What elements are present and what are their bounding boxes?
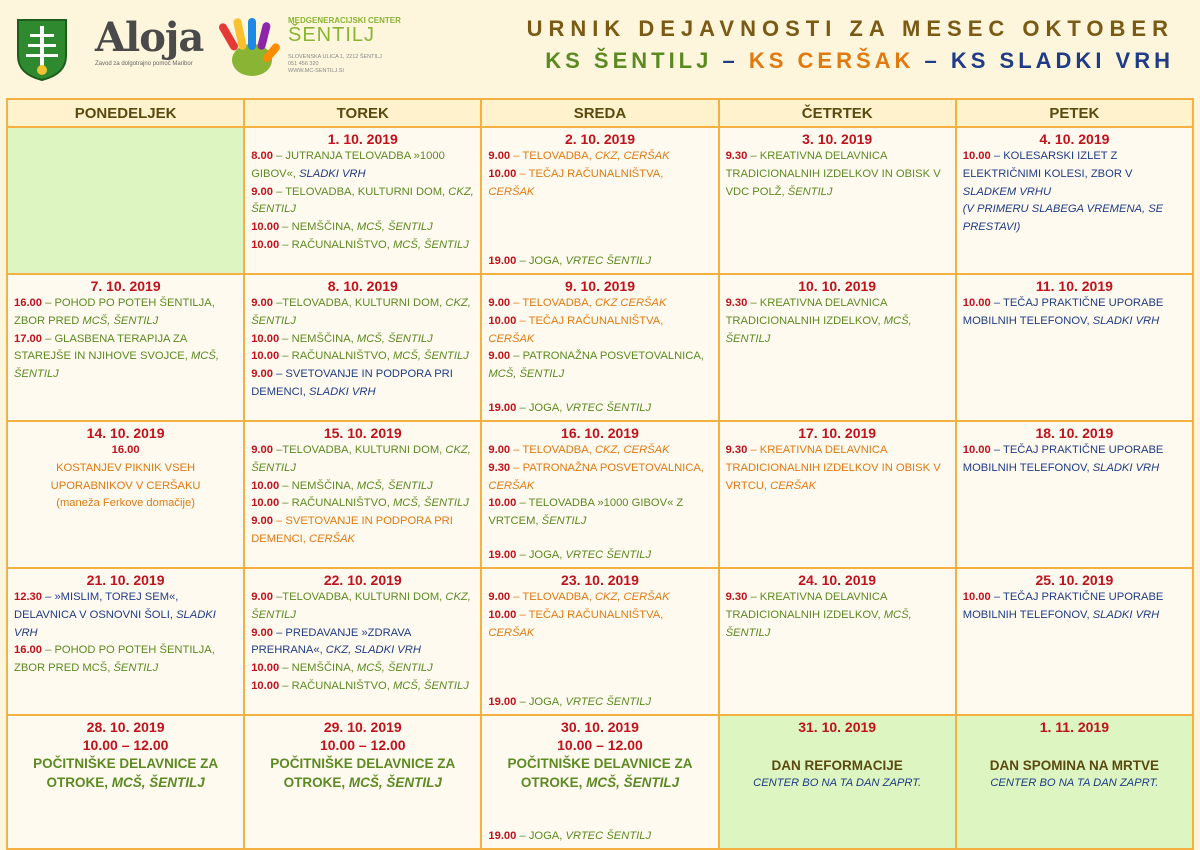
event (251, 366, 474, 402)
coat-of-arms-icon (16, 18, 68, 82)
event-time: 10.00 (251, 332, 280, 345)
event-text: – TEČAJ PRAKTIČNE UPORABE MOBILNIH TELEFONOV, (962, 591, 1164, 621)
aloja-logo (95, 16, 205, 78)
event-time: 9.00 (488, 591, 511, 603)
day-header: PONEDELJEK (7, 99, 244, 127)
event-time: 16.00 (111, 444, 140, 456)
event-text: – TEČAJ RAČUNALNIŠTVA, (516, 167, 664, 180)
event (726, 442, 949, 495)
event-time: 10.00 (251, 497, 280, 510)
event-note: (V PRIMERU SLABEGA VREMENA, SE PRESTAVI) (962, 203, 1164, 234)
event (14, 295, 237, 331)
event-location: VRTEC ŠENTILJ (565, 402, 652, 415)
event (488, 442, 711, 460)
event-location: CERŠAK (309, 532, 356, 545)
event-text: – PATRONAŽNA POSVETOVALNICA, (510, 350, 704, 363)
event-time: 9.00 (488, 297, 511, 309)
event (488, 607, 711, 643)
day-date: 24. 10. 2019 (798, 572, 877, 588)
day-date: 31. 10. 2019 (798, 719, 877, 735)
day-cell (7, 715, 244, 849)
event-text: – TELOVADBA, (510, 150, 595, 162)
event-time: 16.00 (14, 644, 42, 657)
day-date: 2. 10. 2019 (564, 131, 635, 147)
event (251, 513, 474, 549)
page-subtitle (545, 48, 1174, 74)
event-text: – POHOD PO POTEH ŠENTILJA, ZBOR PRED (14, 297, 215, 327)
day-header: ČETRTEK (719, 99, 956, 127)
hand-print-icon (216, 16, 282, 82)
subtitle-separator: – (914, 48, 951, 73)
event (488, 166, 711, 202)
day-cell (481, 421, 718, 568)
week-row (7, 127, 1193, 274)
event (251, 754, 474, 792)
event-location: MCŠ, ŠENTILJ (356, 662, 433, 675)
day-date: 4. 10. 2019 (1039, 131, 1110, 147)
event-text: – SVETOVANJE IN PODPORA PRI DEMENCI, (251, 515, 453, 545)
subtitle-ks-sladki-vrh: KS SLADKI VRH (950, 48, 1174, 73)
event-time: 19.00 (488, 402, 517, 415)
event-text: POČITNIŠKE DELAVNICE ZA OTROKE, (270, 756, 456, 790)
event (963, 148, 1186, 201)
event-time: 9.00 (488, 444, 511, 456)
event-text: – GLASBENA TERAPIJA ZA STAREJŠE IN NJIHOVE SVOJCE, (14, 332, 191, 363)
day-cell (244, 568, 481, 715)
day-cell (244, 421, 481, 568)
day-cell (244, 127, 481, 274)
event-text: –TELOVADBA, KULTURNI DOM, (272, 591, 446, 603)
event-text: – NEMŠČINA, (279, 479, 357, 492)
event-time: 9.00 (251, 368, 273, 381)
center-logo (216, 14, 401, 86)
event-text: – JUTRANJA TELOVADBA »1000 GIBOV«, (251, 150, 445, 180)
day-cell (956, 568, 1193, 715)
event-time: 10.00 (962, 297, 991, 309)
event-location: MCŠ, ŠENTILJ (725, 314, 912, 345)
event-time: 9.00 (488, 150, 511, 162)
event-text: – JOGA, (516, 696, 566, 709)
event-location: CERŠAK (488, 479, 535, 492)
holiday-cell (719, 715, 956, 849)
event-time: 12.30 (14, 591, 42, 603)
aloja-logo-subtitle: Zavod za dolgotrajno pomoč Maribor (95, 61, 193, 67)
event-location: MCŠ, ŠENTILJ (82, 314, 159, 327)
event-time: 10.00 (251, 221, 280, 234)
event-text: – JOGA, (516, 255, 566, 268)
event-text: – JOGA, (516, 402, 566, 415)
event (488, 547, 651, 565)
schedule-table (6, 98, 1194, 850)
event (963, 589, 1186, 625)
event-location: MCŠ, ŠENTILJ (356, 332, 433, 345)
day-date: 1. 11. 2019 (1039, 719, 1110, 735)
spacer (963, 736, 1186, 756)
event-location: ŠENTILJ (787, 185, 833, 198)
event-time: 9.00 (251, 297, 273, 309)
event (488, 694, 651, 712)
event-time: 9.00 (251, 444, 273, 456)
event-time: 9.30 (725, 444, 748, 456)
day-date: 14. 10. 2019 (86, 425, 165, 441)
event (251, 678, 474, 696)
event-location: ŠENTILJ (541, 515, 587, 528)
event (488, 754, 711, 792)
event-location: CKZ, CERŠAK (594, 444, 670, 456)
event-text: – SVETOVANJE IN PODPORA PRI DEMENCI, (251, 368, 453, 398)
event-time: 10.00 – 12.00 (319, 737, 406, 753)
event-location: SLADKI VRH (1092, 608, 1160, 621)
event-text: – RAČUNALNIŠTVO, (279, 350, 393, 363)
day-cell (244, 715, 481, 849)
aloja-logo-word: Aloja (95, 14, 204, 61)
event (251, 219, 474, 237)
event (14, 589, 237, 642)
event-location: CERŠAK (488, 332, 535, 345)
event-time: 9.00 (251, 515, 273, 528)
week-row (7, 715, 1193, 849)
event-location: VRTEC ŠENTILJ (565, 830, 652, 843)
day-date: 15. 10. 2019 (323, 425, 402, 441)
event-location: CERŠAK (770, 479, 817, 492)
day-header: PETEK (956, 99, 1193, 127)
day-header: TOREK (244, 99, 481, 127)
event-time: 10.00 (251, 662, 280, 675)
event-time: 19.00 (488, 830, 517, 843)
event-time: 10.00 – 12.00 (82, 737, 169, 753)
event-text: – JOGA, (516, 830, 566, 843)
event-time: 10.00 (488, 167, 517, 180)
event-time: 19.00 (488, 255, 517, 268)
day-cell (719, 421, 956, 568)
event-text: – TEČAJ PRAKTIČNE UPORABE MOBILNIH TELEFONOV, (962, 444, 1164, 474)
day-date: 1. 10. 2019 (327, 131, 398, 147)
event-location: CKZ CERŠAK (594, 297, 667, 309)
spacer (726, 736, 949, 756)
page-header (0, 0, 1200, 96)
event (14, 754, 237, 792)
event (488, 495, 711, 531)
holiday-cell (956, 715, 1193, 849)
event (488, 589, 711, 607)
event (251, 495, 474, 513)
event-time: 9.00 (251, 626, 273, 639)
day-header: SREDA (481, 99, 718, 127)
event-time: 9.30 (488, 461, 511, 474)
event-time: 10.00 (962, 591, 991, 603)
event-location: SLADKI VRH (1092, 314, 1160, 327)
event (251, 442, 474, 478)
event-text: – RAČUNALNIŠTVO, (279, 238, 393, 251)
subtitle-separator: – (712, 48, 749, 73)
day-date: 11. 10. 2019 (1035, 278, 1113, 294)
day-cell (481, 568, 718, 715)
event (963, 442, 1186, 478)
week-row (7, 274, 1193, 421)
event (14, 331, 237, 384)
event-text: – TELOVADBA »1000 GIBOV« Z VRTCEM, (488, 497, 684, 528)
event-time: 10.00 (962, 150, 991, 162)
day-date: 9. 10. 2019 (564, 278, 635, 294)
event (963, 295, 1186, 331)
day-date: 16. 10. 2019 (561, 425, 639, 441)
event-text: – PREDAVANJE »ZDRAVA PREHRANA«, (251, 626, 411, 657)
event-location: MCŠ, ŠENTILJ (392, 679, 469, 692)
center-address (288, 54, 382, 75)
day-date: 10. 10. 2019 (798, 278, 877, 294)
event-text: – TEČAJ RAČUNALNIŠTVA, (516, 608, 664, 621)
event (488, 313, 711, 349)
event-time: 9.30 (725, 297, 748, 309)
event-text: – KREATIVNA DELAVNICA TRADICIONALNIH IZDELKOV IN OBISK V VRTCU, (725, 444, 941, 492)
event-text: – KREATIVNA DELAVNICA TRADICIONALNIH IZDELKOV IN OBISK V VDC POLŽ, (725, 150, 941, 198)
event-text: –TELOVADBA, KULTURNI DOM, (272, 444, 446, 456)
event-text: – TEČAJ RAČUNALNIŠTVA, (516, 314, 664, 327)
event-location: MCŠ, ŠENTILJ (725, 608, 912, 639)
center-phone: 051 456 320 (288, 61, 319, 67)
event-location: CKZ, ŠENTILJ (251, 185, 474, 216)
day-cell (956, 421, 1193, 568)
day-date: 30. 10. 2019 (561, 719, 639, 735)
event (488, 348, 711, 384)
event-time: 10.00 (488, 497, 517, 510)
event-time: 10.00 (251, 238, 280, 251)
event (488, 400, 651, 418)
week-row (7, 568, 1193, 715)
event-time: 10.00 (962, 444, 991, 456)
day-date: 17. 10. 2019 (798, 425, 877, 441)
event-time: 9.30 (725, 150, 748, 162)
event-location: MCŠ, ŠENTILJ (392, 350, 469, 363)
day-cell (7, 421, 244, 568)
day-date: 7. 10. 2019 (90, 278, 161, 294)
event-location: CKZ, SLADKI VRH (325, 644, 421, 657)
day-cell (7, 568, 244, 715)
event (251, 348, 474, 366)
event-location: VRTEC ŠENTILJ (565, 696, 652, 709)
day-date: 8. 10. 2019 (327, 278, 398, 294)
event-location: SLADKI VRH (309, 385, 376, 398)
event (488, 295, 711, 313)
event-location: CKZ, CERŠAK (594, 150, 670, 162)
event-time: 10.00 (488, 314, 517, 327)
event-time: 9.30 (725, 591, 748, 603)
event-text: – JOGA, (516, 549, 566, 562)
event-time: 9.00 (251, 185, 273, 198)
event-time: 10.00 (488, 608, 517, 621)
event (14, 642, 237, 678)
event-location: CKZ, ŠENTILJ (251, 297, 471, 327)
event-location: VRTEC ŠENTILJ (565, 255, 652, 268)
event (251, 625, 474, 661)
event (251, 295, 474, 331)
event-time: 19.00 (488, 549, 517, 562)
day-date: 22. 10. 2019 (323, 572, 402, 588)
day-date: 25. 10. 2019 (1035, 572, 1114, 588)
event (251, 148, 474, 184)
event (251, 331, 474, 349)
event-text: – »MISLIM, TOREJ SEM«, DELAVNICA V OSNOVNI ŠOLI, (14, 591, 179, 621)
event-text: – TEČAJ PRAKTIČNE UPORABE MOBILNIH TELEFONOV, (962, 297, 1164, 327)
day-cell (956, 127, 1193, 274)
event-location: CKZ, ŠENTILJ (251, 444, 471, 474)
event-time: 16.00 (14, 297, 42, 309)
subtitle-ks-sentilj: KS ŠENTILJ (545, 48, 713, 73)
day-cell (719, 568, 956, 715)
event-location: CERŠAK (488, 626, 535, 639)
event-location: MCŠ, ŠENTILJ (356, 221, 433, 234)
event-location: CERŠAK (488, 185, 535, 198)
day-header-row (7, 99, 1193, 127)
event (251, 184, 474, 220)
event-location: MCŠ, ŠENTILJ (392, 238, 469, 251)
event (488, 253, 651, 271)
empty-day-cell (7, 127, 244, 274)
event (251, 237, 474, 255)
event-time: 9.00 (488, 350, 511, 363)
event-location: CKZ, ŠENTILJ (251, 591, 471, 621)
page-title: URNIK DEJAVNOSTI ZA MESEC OKTOBER (526, 16, 1174, 41)
subtitle-ks-cersak: KS CERŠAK (748, 48, 915, 73)
event-text: – NEMŠČINA, (279, 332, 357, 345)
day-date: 29. 10. 2019 (323, 719, 402, 735)
event-location: VRTEC ŠENTILJ (565, 549, 652, 562)
event-text: – PATRONAŽNA POSVETOVALNICA, (510, 461, 704, 474)
center-name-big: ŠENTILJ (288, 24, 376, 46)
day-cell (719, 274, 956, 421)
event-time: 10.00 (251, 350, 280, 363)
day-cell (956, 274, 1193, 421)
event (251, 478, 474, 496)
event-text: – TELOVADBA, (510, 444, 595, 456)
event-text: – TELOVADBA, (510, 297, 595, 309)
event (251, 660, 474, 678)
event-text: – POHOD PO POTEH ŠENTILJA, ZBOR PRED MCŠ, (14, 644, 215, 675)
holiday-note: CENTER BO NA TA DAN ZAPRT. (753, 777, 922, 789)
event (726, 589, 949, 642)
day-date: 28. 10. 2019 (86, 719, 165, 735)
day-cell (481, 127, 718, 274)
event-text: – KREATIVNA DELAVNICA TRADICIONALNIH IZDELKOV, (725, 297, 887, 327)
day-date: 18. 10. 2019 (1035, 425, 1114, 441)
event-location: MCŠ, ŠENTILJ (356, 479, 433, 492)
day-date: 3. 10. 2019 (802, 131, 873, 147)
day-cell (7, 274, 244, 421)
event-time: 19.00 (488, 696, 517, 709)
event-location: MCŠ, ŠENTILJ (14, 350, 219, 381)
event-text: – TELOVADBA, (510, 591, 595, 603)
event-location: MCŠ, ŠENTILJ (586, 775, 680, 790)
event-text: –TELOVADBA, KULTURNI DOM, (272, 297, 446, 309)
event-location: SLADKI VRH (14, 608, 216, 639)
event-time: 10.00 – 12.00 (557, 737, 643, 753)
event-location: MCŠ, ŠENTILJ (111, 775, 205, 790)
center-name: MEDGENERACIJSKI CENTER (288, 16, 401, 25)
event-location: SLADKEM VRHU (962, 185, 1052, 198)
event-time: 10.00 (251, 679, 280, 692)
event-location: MCŠ, ŠENTILJ (348, 775, 442, 790)
event-time: 8.00 (251, 150, 273, 162)
event (488, 828, 651, 846)
event-time: 17.00 (14, 332, 42, 345)
event-note: (maneža Ferkove domačije) (56, 497, 195, 510)
event-location: MCŠ, ŠENTILJ (392, 497, 469, 510)
event-text: – RAČUNALNIŠTVO, (279, 497, 393, 510)
event-location: SLADKI VRH (299, 167, 366, 180)
center-website: WWW.MC-SENTILJ.SI (288, 68, 344, 74)
day-cell (481, 274, 718, 421)
day-cell (244, 274, 481, 421)
holiday-name: DAN SPOMINA NA MRTVE (989, 758, 1159, 773)
event-text: – RAČUNALNIŠTVO, (279, 679, 393, 692)
event-text: – NEMŠČINA, (279, 221, 357, 234)
event-text: KOSTANJEV PIKNIK VSEH UPORABNIKOV V CERŠAKU (50, 461, 201, 492)
day-cell (719, 127, 956, 274)
day-date: 21. 10. 2019 (86, 572, 165, 588)
day-cell (481, 715, 718, 849)
event (726, 148, 949, 201)
event (251, 589, 474, 625)
holiday-note: CENTER BO NA TA DAN ZAPRT. (990, 777, 1159, 789)
event (726, 295, 949, 348)
event-location: CKZ, CERŠAK (594, 591, 670, 603)
event-time: 9.00 (251, 591, 273, 603)
center-address-line: SLOVENSKA ULICA 1, 2212 ŠENTILJ (288, 54, 382, 60)
event-time: 10.00 (251, 479, 280, 492)
event-location: MCŠ, ŠENTILJ (488, 368, 565, 381)
holiday-name: DAN REFORMACIJE (771, 758, 903, 773)
event-location: ŠENTILJ (113, 662, 159, 675)
event-text: POČITNIŠKE DELAVNICE ZA OTROKE, (33, 756, 219, 790)
event-text: POČITNIŠKE DELAVNICE ZA OTROKE, (507, 756, 693, 790)
day-date: 23. 10. 2019 (561, 572, 639, 588)
event-text: – KOLESARSKI IZLET Z ELEKTRIČNIMI KOLESI, ZBOR V (962, 150, 1133, 180)
event-text: – NEMŠČINA, (279, 662, 357, 675)
event-text: – TELOVADBA, KULTURNI DOM, (272, 185, 449, 198)
event (488, 460, 711, 496)
event-location: SLADKI VRH (1092, 461, 1160, 474)
event-text: – KREATIVNA DELAVNICA TRADICIONALNIH IZDELKOV, (725, 591, 887, 621)
week-row (7, 421, 1193, 568)
event (488, 148, 711, 166)
